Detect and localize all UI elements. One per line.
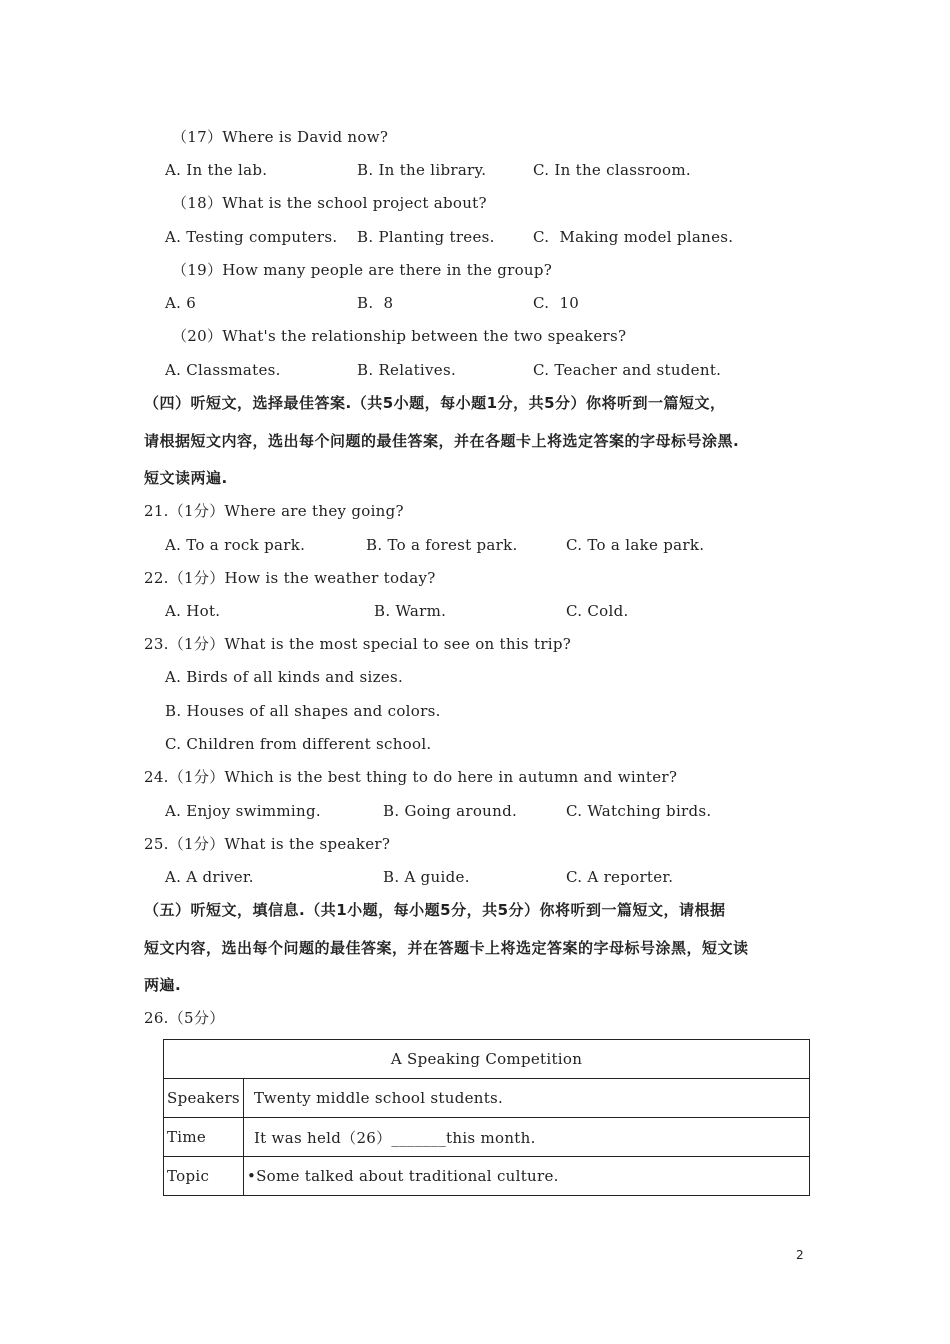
section-4-heading-line-2: 请根据短文内容，选出每个问题的最佳答案，并在各题卡上将选定答案的字母标号涂黑. [144, 432, 740, 450]
table-row [164, 1157, 810, 1196]
question-22-stem: 22.（1分）How is the weather today? [144, 569, 436, 587]
question-17-stem: （17）Where is David now? [172, 128, 389, 146]
question-24-option-a: A. Enjoy swimming. [165, 802, 321, 820]
question-26-stem: 26.（5分） [144, 1009, 225, 1027]
question-22-option-b: B. Warm. [374, 602, 447, 620]
question-17-option-c: C. In the classroom. [533, 161, 691, 179]
question-23-stem: 23.（1分）What is the most special to see on this trip? [144, 635, 572, 653]
question-25-stem: 25.（1分）What is the speaker? [144, 835, 391, 853]
question-18-option-b: B. Planting trees. [357, 228, 495, 246]
question-24-option-c: C. Watching birds. [566, 802, 712, 820]
question-22-option-a: A. Hot. [165, 602, 221, 620]
question-17-option-a: A. In the lab. [165, 161, 268, 179]
table-row [164, 1118, 810, 1157]
question-19-option-a: A. 6 [165, 294, 197, 312]
question-25-option-b: B. A guide. [383, 868, 470, 886]
table-row-label: Speakers [164, 1079, 244, 1118]
question-23-option-a: A. Birds of all kinds and sizes. [165, 668, 404, 686]
question-23-option-b: B. Houses of all shapes and colors. [165, 702, 441, 720]
question-21-option-a: A. To a rock park. [165, 536, 306, 554]
section-4-heading-line-1: （四）听短文，选择最佳答案.（共5小题，每小题1分，共5分）你将听到一篇短文， [144, 394, 726, 412]
question-25-option-a: A. A driver. [165, 868, 254, 886]
question-20-option-a: A. Classmates. [165, 361, 281, 379]
question-21-stem: 21.（1分）Where are they going? [144, 502, 404, 520]
question-18-option-a: A. Testing computers. [165, 228, 338, 246]
question-24-stem: 24.（1分）Which is the best thing to do here in autumn and winter? [144, 768, 678, 786]
page-number: 2 [796, 1248, 804, 1262]
table-header-row [164, 1040, 810, 1079]
question-24-option-b: B. Going around. [383, 802, 518, 820]
question-20-option-b: B. Relatives. [357, 361, 457, 379]
table-row-label: Topic [164, 1157, 244, 1196]
section-5-heading-line-1: （五）听短文，填信息.（共1小题，每小题5分，共5分）你将听到一篇短文，请根据 [144, 901, 726, 919]
question-23-option-c: C. Children from different school. [165, 735, 432, 753]
question-21-option-b: B. To a forest park. [366, 536, 518, 554]
question-20-option-c: C. Teacher and student. [533, 361, 722, 379]
section-4-heading-line-3: 短文读两遍. [144, 469, 228, 487]
section-5-heading-line-3: 两遍. [144, 976, 182, 994]
table-row-value: •Some talked about traditional culture. [243, 1157, 809, 1196]
info-table [163, 1039, 810, 1196]
table-row-label: Time [164, 1118, 244, 1157]
question-21-option-c: C. To a lake park. [566, 536, 705, 554]
question-18-option-c: C. Making model planes. [533, 228, 734, 246]
question-17-option-b: B. In the library. [357, 161, 487, 179]
table-title: A Speaking Competition [164, 1040, 810, 1079]
question-19-option-c: C. 10 [533, 294, 580, 312]
table-row-value: Twenty middle school students. [243, 1079, 809, 1118]
question-18-stem: （18）What is the school project about? [172, 194, 487, 212]
question-20-stem: （20）What's the relationship between the two speakers? [172, 327, 627, 345]
question-19-stem: （19）How many people are there in the group? [172, 261, 553, 279]
question-19-option-b: B. 8 [357, 294, 394, 312]
section-5-heading-line-2: 短文内容，选出每个问题的最佳答案，并在答题卡上将选定答案的字母标号涂黑，短文读 [144, 939, 749, 957]
table-row [164, 1079, 810, 1118]
table-row-value: It was held（26）_______this month. [243, 1118, 809, 1157]
question-25-option-c: C. A reporter. [566, 868, 674, 886]
question-22-option-c: C. Cold. [566, 602, 629, 620]
